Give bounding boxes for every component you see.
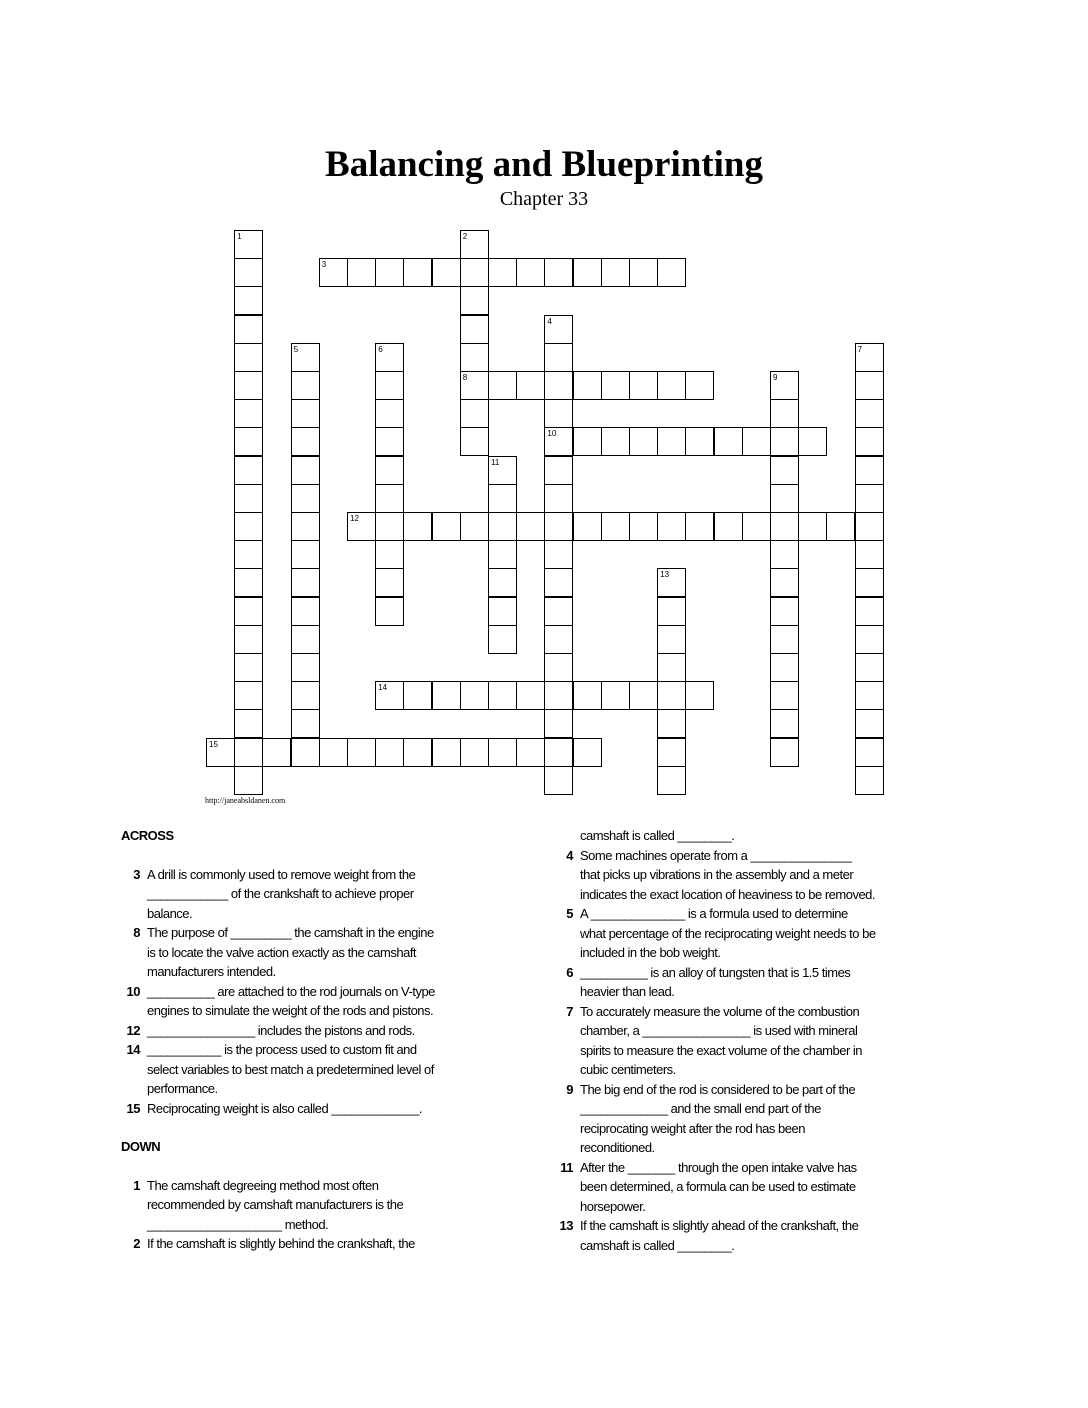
grid-cell[interactable] xyxy=(798,427,827,456)
grid-cell[interactable] xyxy=(714,512,743,541)
grid-cell[interactable] xyxy=(291,597,320,626)
clue-text-continued xyxy=(554,943,924,963)
grid-cell[interactable] xyxy=(601,427,630,456)
grid-cell[interactable] xyxy=(855,766,884,795)
clue-text: __________ is an alloy of tungsten that is 1.5 times xyxy=(580,964,851,980)
grid-cell[interactable] xyxy=(375,427,404,456)
grid-cell[interactable] xyxy=(234,286,263,315)
grid-cell[interactable] xyxy=(234,427,263,456)
grid-cell[interactable] xyxy=(770,456,799,485)
grid-cell[interactable] xyxy=(375,738,404,767)
grid-cell[interactable] xyxy=(855,371,884,400)
grid-cell[interactable] xyxy=(657,766,686,795)
clue-text-continued xyxy=(554,1177,924,1197)
grid-cell[interactable] xyxy=(657,625,686,654)
grid-cell[interactable] xyxy=(770,597,799,626)
grid-cell[interactable] xyxy=(855,597,884,626)
clue-text: reciprocating weight after the rod has been xyxy=(580,1120,805,1136)
grid-cell[interactable] xyxy=(375,258,404,287)
grid-cell[interactable] xyxy=(234,625,263,654)
grid-cell[interactable] xyxy=(855,427,884,456)
grid-cell[interactable] xyxy=(234,597,263,626)
grid-cell[interactable] xyxy=(375,399,404,428)
clues-right-column xyxy=(554,826,924,1255)
clue-text: balance. xyxy=(147,905,193,921)
clue-text-continued xyxy=(121,904,481,924)
grid-cell[interactable] xyxy=(544,315,573,344)
section-spacer xyxy=(121,846,481,865)
clue-text: included in the bob weight. xyxy=(580,945,721,960)
grid-cell[interactable] xyxy=(770,625,799,654)
clue-text: If the camshaft is slightly behind the crankshaft, the xyxy=(147,1236,415,1251)
grid-cell[interactable] xyxy=(488,456,517,485)
grid-cell[interactable] xyxy=(657,427,686,456)
puzzle-title: Balancing and Blueprinting xyxy=(325,144,763,185)
grid-cell[interactable] xyxy=(291,484,320,513)
clue-item xyxy=(121,1234,481,1254)
grid-cell[interactable] xyxy=(488,738,517,767)
clue-number: 8 xyxy=(133,925,140,940)
grid-cell[interactable] xyxy=(629,258,658,287)
clue-number-label: 2 xyxy=(462,232,468,241)
grid-cell[interactable] xyxy=(544,343,573,372)
grid-cell[interactable] xyxy=(573,258,602,287)
clue-item xyxy=(121,1040,481,1060)
grid-cell[interactable] xyxy=(291,456,320,485)
grid-cell[interactable] xyxy=(460,286,489,315)
clue-text-continued xyxy=(554,826,924,846)
clue-text: ___________ is the process used to custom fit and xyxy=(147,1042,417,1057)
grid-cell[interactable] xyxy=(291,625,320,654)
clue-number-label: 8 xyxy=(462,373,468,382)
clue-text: A ______________ is a formula used to determine xyxy=(580,906,848,921)
grid-cell[interactable] xyxy=(375,512,404,541)
grid-cell[interactable] xyxy=(403,738,432,767)
clue-text: The camshaft degreeing method most often xyxy=(147,1177,379,1193)
grid-cell[interactable] xyxy=(770,540,799,569)
clue-text: To accurately measure the volume of the combustion xyxy=(580,1003,860,1019)
clue-number-label: 13 xyxy=(660,570,670,580)
clue-text: been determined, a formula can be used to estimate xyxy=(580,1179,856,1194)
grid-cell[interactable] xyxy=(601,371,630,400)
clue-item xyxy=(121,1176,481,1196)
grid-cell[interactable] xyxy=(657,568,686,597)
grid-cell[interactable] xyxy=(291,681,320,710)
grid-cell[interactable] xyxy=(234,709,263,738)
clue-text: engines to simulate the weight of the rods and pistons. xyxy=(147,1003,434,1018)
clue-item xyxy=(121,865,481,885)
clue-text-continued xyxy=(554,924,924,944)
clue-number: 14 xyxy=(126,1042,140,1057)
source-url: http://janeabsldanen.com xyxy=(205,796,286,805)
grid-cell[interactable] xyxy=(319,738,348,767)
clue-text: horsepower. xyxy=(580,1198,646,1214)
grid-cell[interactable] xyxy=(544,512,573,541)
grid-cell[interactable] xyxy=(516,738,545,767)
clue-text: camshaft is called ________. xyxy=(580,828,735,843)
grid-cell[interactable] xyxy=(291,709,320,738)
grid-cell[interactable] xyxy=(629,371,658,400)
clue-number: 9 xyxy=(566,1081,573,1097)
grid-cell[interactable] xyxy=(855,343,884,372)
grid-cell[interactable] xyxy=(460,230,489,259)
grid-cell[interactable] xyxy=(544,681,573,710)
clue-number: 11 xyxy=(560,1159,573,1175)
grid-cell[interactable] xyxy=(234,315,263,344)
grid-cell[interactable] xyxy=(657,258,686,287)
grid-cell[interactable] xyxy=(544,709,573,738)
puzzle-subtitle: Chapter 33 xyxy=(499,188,589,210)
grid-cell[interactable] xyxy=(601,681,630,710)
clue-number-label: 4 xyxy=(547,316,552,326)
grid-cell[interactable] xyxy=(544,258,573,287)
clue-text-continued xyxy=(554,885,924,905)
grid-cell[interactable] xyxy=(234,568,263,597)
clue-text-continued xyxy=(554,982,924,1002)
grid-cell[interactable] xyxy=(291,371,320,400)
grid-cell[interactable] xyxy=(234,766,263,795)
clue-item xyxy=(554,1158,924,1178)
grid-cell[interactable] xyxy=(460,681,489,710)
clue-text-continued xyxy=(121,962,481,982)
grid-cell[interactable] xyxy=(375,343,404,372)
grid-cell[interactable] xyxy=(375,540,404,569)
clue-text: is to locate the valve action exactly as the camshaft xyxy=(147,944,417,960)
grid-cell[interactable] xyxy=(657,709,686,738)
grid-cell[interactable] xyxy=(234,343,263,372)
clue-text: select variables to best match a predetermined level of xyxy=(147,1061,434,1077)
grid-cell[interactable] xyxy=(657,512,686,541)
grid-cell[interactable] xyxy=(403,681,432,710)
grid-cell[interactable] xyxy=(657,597,686,626)
grid-cell[interactable] xyxy=(544,456,573,485)
grid-cell[interactable] xyxy=(544,625,573,654)
clue-item xyxy=(554,963,924,983)
clue-item xyxy=(554,1002,924,1022)
grid-cell[interactable] xyxy=(291,653,320,682)
grid-cell[interactable] xyxy=(291,738,320,767)
grid-cell[interactable] xyxy=(234,258,263,287)
grid-cell[interactable] xyxy=(573,681,602,710)
grid-cell[interactable] xyxy=(291,343,320,372)
clue-number: 13 xyxy=(559,1218,573,1233)
clue-number: 15 xyxy=(126,1100,140,1116)
clue-number-label: 1 xyxy=(237,232,242,241)
grid-cell[interactable] xyxy=(234,512,263,541)
grid-cell[interactable] xyxy=(488,597,517,626)
grid-cell[interactable] xyxy=(855,625,884,654)
grid-cell[interactable] xyxy=(544,766,573,795)
clues-left-column xyxy=(121,826,481,1254)
clue-number: 5 xyxy=(566,906,573,921)
section-spacer xyxy=(121,1157,481,1176)
grid-cell[interactable] xyxy=(657,371,686,400)
clue-text-continued xyxy=(121,1060,481,1080)
grid-cell[interactable] xyxy=(657,653,686,682)
grid-cell[interactable] xyxy=(544,597,573,626)
clue-number: 10 xyxy=(126,983,140,999)
grid-cell[interactable] xyxy=(234,399,263,428)
clue-text-continued xyxy=(554,1138,924,1158)
grid-cell[interactable] xyxy=(770,512,799,541)
clue-number-label: 9 xyxy=(773,373,778,382)
grid-cell[interactable] xyxy=(855,456,884,485)
clue-text: manufacturers intended. xyxy=(147,964,276,979)
grid-cell[interactable] xyxy=(544,371,573,400)
grid-cell[interactable] xyxy=(742,427,771,456)
grid-cell[interactable] xyxy=(488,371,517,400)
clue-text: ____________ of the crankshaft to achieve proper xyxy=(147,886,414,901)
grid-cell[interactable] xyxy=(573,427,602,456)
grid-cell[interactable] xyxy=(375,484,404,513)
grid-cell[interactable] xyxy=(234,653,263,682)
clue-item xyxy=(554,1216,924,1236)
grid-cell[interactable] xyxy=(460,343,489,372)
grid-cell[interactable] xyxy=(770,399,799,428)
grid-cell[interactable] xyxy=(657,738,686,767)
grid-cell[interactable] xyxy=(291,540,320,569)
clue-number: 7 xyxy=(566,1003,573,1019)
grid-cell[interactable] xyxy=(460,427,489,456)
grid-cell[interactable] xyxy=(488,258,517,287)
clue-number-label: 5 xyxy=(293,344,299,354)
clue-number: 3 xyxy=(133,866,140,882)
grid-cell[interactable] xyxy=(544,484,573,513)
grid-cell[interactable] xyxy=(629,512,658,541)
grid-cell[interactable] xyxy=(685,371,714,400)
grid-cell[interactable] xyxy=(319,258,348,287)
grid-cell[interactable] xyxy=(432,258,461,287)
grid-cell[interactable] xyxy=(488,681,517,710)
clue-text-continued xyxy=(554,1060,924,1080)
grid-cell[interactable] xyxy=(291,512,320,541)
clue-text-continued xyxy=(554,865,924,885)
clue-text-continued xyxy=(121,1079,481,1099)
grid-cell[interactable] xyxy=(375,456,404,485)
clue-section-heading: DOWN xyxy=(121,1139,161,1154)
clue-item xyxy=(554,1080,924,1100)
grid-cell[interactable] xyxy=(798,512,827,541)
clue-text-continued xyxy=(554,1021,924,1041)
grid-cell[interactable] xyxy=(770,709,799,738)
grid-cell[interactable] xyxy=(488,512,517,541)
grid-cell[interactable] xyxy=(685,512,714,541)
grid-cell[interactable] xyxy=(516,512,545,541)
grid-cell[interactable] xyxy=(291,568,320,597)
grid-cell[interactable] xyxy=(855,512,884,541)
grid-cell[interactable] xyxy=(770,681,799,710)
grid-cell[interactable] xyxy=(601,258,630,287)
grid-cell[interactable] xyxy=(770,484,799,513)
clue-text: heavier than lead. xyxy=(580,984,675,999)
section-spacer xyxy=(121,1118,481,1137)
grid-cell[interactable] xyxy=(544,568,573,597)
grid-cell[interactable] xyxy=(770,653,799,682)
grid-cell[interactable] xyxy=(770,568,799,597)
grid-cell[interactable] xyxy=(544,399,573,428)
grid-cell[interactable] xyxy=(347,258,376,287)
grid-cell[interactable] xyxy=(685,681,714,710)
grid-cell[interactable] xyxy=(855,484,884,513)
grid-cell[interactable] xyxy=(855,681,884,710)
grid-cell[interactable] xyxy=(460,738,489,767)
clue-text-continued xyxy=(121,1215,481,1235)
clue-number-label: 14 xyxy=(378,683,388,693)
grid-cell[interactable] xyxy=(234,484,263,513)
grid-cell[interactable] xyxy=(601,512,630,541)
clue-number-label: 12 xyxy=(350,514,359,523)
clue-text-continued xyxy=(121,884,481,904)
grid-cell[interactable] xyxy=(742,512,771,541)
grid-cell[interactable] xyxy=(488,568,517,597)
grid-cell[interactable] xyxy=(234,230,263,259)
grid-cell[interactable] xyxy=(460,315,489,344)
grid-cell[interactable] xyxy=(516,258,545,287)
clue-number-label: 11 xyxy=(491,457,500,467)
clue-text: A drill is commonly used to remove weight from the xyxy=(147,866,416,882)
clue-text-continued xyxy=(554,1197,924,1217)
clue-item xyxy=(121,923,481,943)
grid-cell[interactable] xyxy=(544,540,573,569)
clue-text: reconditioned. xyxy=(580,1140,655,1155)
grid-cell[interactable] xyxy=(460,258,489,287)
grid-cell[interactable] xyxy=(826,512,855,541)
grid-cell[interactable] xyxy=(375,371,404,400)
clue-text: chamber, a ________________ is used with mineral xyxy=(580,1023,858,1038)
clue-text: spirits to measure the exact volume of the chamber in xyxy=(580,1042,863,1058)
clue-text-continued xyxy=(554,1119,924,1139)
clue-text-continued xyxy=(121,943,481,963)
clue-number: 6 xyxy=(566,964,573,980)
grid-cell[interactable] xyxy=(770,371,799,400)
clue-text: that picks up vibrations in the assembly and a meter xyxy=(580,867,854,882)
grid-cell[interactable] xyxy=(855,540,884,569)
grid-cell[interactable] xyxy=(544,738,573,767)
grid-cell[interactable] xyxy=(629,427,658,456)
clue-text-continued xyxy=(121,1001,481,1021)
clue-text: ____________________ method. xyxy=(147,1216,329,1232)
clue-text-continued xyxy=(554,1041,924,1061)
grid-cell[interactable] xyxy=(460,371,489,400)
clue-text: performance. xyxy=(147,1081,218,1096)
clue-item xyxy=(554,846,924,866)
grid-cell[interactable] xyxy=(855,709,884,738)
grid-cell[interactable] xyxy=(375,681,404,710)
clue-text-continued xyxy=(554,1236,924,1256)
clue-item xyxy=(121,1099,481,1119)
clue-text: If the camshaft is slightly ahead of the crankshaft, the xyxy=(580,1218,859,1233)
grid-cell[interactable] xyxy=(573,512,602,541)
grid-cell[interactable] xyxy=(375,597,404,626)
grid-cell[interactable] xyxy=(657,681,686,710)
grid-cell[interactable] xyxy=(375,568,404,597)
clue-number: 4 xyxy=(566,847,573,863)
grid-cell[interactable] xyxy=(770,738,799,767)
grid-cell[interactable] xyxy=(770,427,799,456)
grid-cell[interactable] xyxy=(544,653,573,682)
clue-text: indicates the exact location of heaviness to be removed. xyxy=(580,886,876,902)
clue-text: _____________ and the small end part of the xyxy=(580,1101,821,1116)
clue-text: __________ are attached to the rod journals on V-type xyxy=(147,983,435,999)
clue-number-label: 3 xyxy=(321,260,327,270)
grid-cell[interactable] xyxy=(234,371,263,400)
clue-number-label: 10 xyxy=(547,429,557,439)
clue-number-label: 7 xyxy=(857,344,863,354)
clue-text: The big end of the rod is considered to be part of the xyxy=(580,1081,856,1097)
grid-cell[interactable] xyxy=(855,738,884,767)
clue-number: 2 xyxy=(133,1236,140,1251)
grid-cell[interactable] xyxy=(432,681,461,710)
clue-item xyxy=(121,982,481,1002)
grid-cell[interactable] xyxy=(234,738,263,767)
clue-item xyxy=(554,904,924,924)
grid-cell[interactable] xyxy=(573,371,602,400)
clue-text: The purpose of _________ the camshaft in the engine xyxy=(147,925,434,940)
grid-cell[interactable] xyxy=(460,512,489,541)
grid-cell[interactable] xyxy=(234,681,263,710)
clue-text: cubic centimeters. xyxy=(580,1062,676,1077)
clue-number: 12 xyxy=(126,1022,140,1038)
clue-text-continued xyxy=(554,1099,924,1119)
clue-number-label: 15 xyxy=(209,739,218,749)
grid-cell[interactable] xyxy=(291,399,320,428)
grid-cell[interactable] xyxy=(855,568,884,597)
grid-cell[interactable] xyxy=(516,371,545,400)
grid-cell[interactable] xyxy=(629,681,658,710)
clue-text: recommended by camshaft manufacturers is the xyxy=(147,1197,404,1212)
grid-cell[interactable] xyxy=(234,540,263,569)
grid-cell[interactable] xyxy=(516,681,545,710)
grid-cell[interactable] xyxy=(432,738,461,767)
grid-cell[interactable] xyxy=(714,427,743,456)
grid-cell[interactable] xyxy=(488,625,517,654)
grid-cell[interactable] xyxy=(432,512,461,541)
clue-text-continued xyxy=(121,1195,481,1215)
clue-section-heading: ACROSS xyxy=(121,828,174,843)
grid-cell[interactable] xyxy=(262,738,291,767)
clue-text: Reciprocating weight is also called _____________. xyxy=(147,1100,422,1116)
grid-cell[interactable] xyxy=(855,653,884,682)
clue-item xyxy=(121,1021,481,1041)
grid-cell[interactable] xyxy=(291,427,320,456)
clue-text: ________________ includes the pistons and rods. xyxy=(147,1022,415,1038)
clue-text: Some machines operate from a _______________ xyxy=(580,847,852,863)
grid-cell[interactable] xyxy=(206,738,235,767)
clue-text: what percentage of the reciprocating weight needs to be xyxy=(580,925,876,941)
grid-cell[interactable] xyxy=(403,512,432,541)
grid-cell[interactable] xyxy=(234,456,263,485)
grid-cell[interactable] xyxy=(347,512,376,541)
clue-number: 1 xyxy=(133,1177,140,1193)
grid-cell[interactable] xyxy=(855,399,884,428)
grid-cell[interactable] xyxy=(488,540,517,569)
clue-number-label: 6 xyxy=(378,344,383,354)
grid-cell[interactable] xyxy=(544,427,573,456)
grid-cell[interactable] xyxy=(488,484,517,513)
grid-cell[interactable] xyxy=(573,738,602,767)
grid-cell[interactable] xyxy=(403,258,432,287)
grid-cell[interactable] xyxy=(460,399,489,428)
grid-cell[interactable] xyxy=(347,738,376,767)
grid-cell[interactable] xyxy=(685,427,714,456)
clue-text: camshaft is called ________. xyxy=(580,1237,735,1253)
clue-text: After the _______ through the open intake valve has xyxy=(580,1159,857,1175)
